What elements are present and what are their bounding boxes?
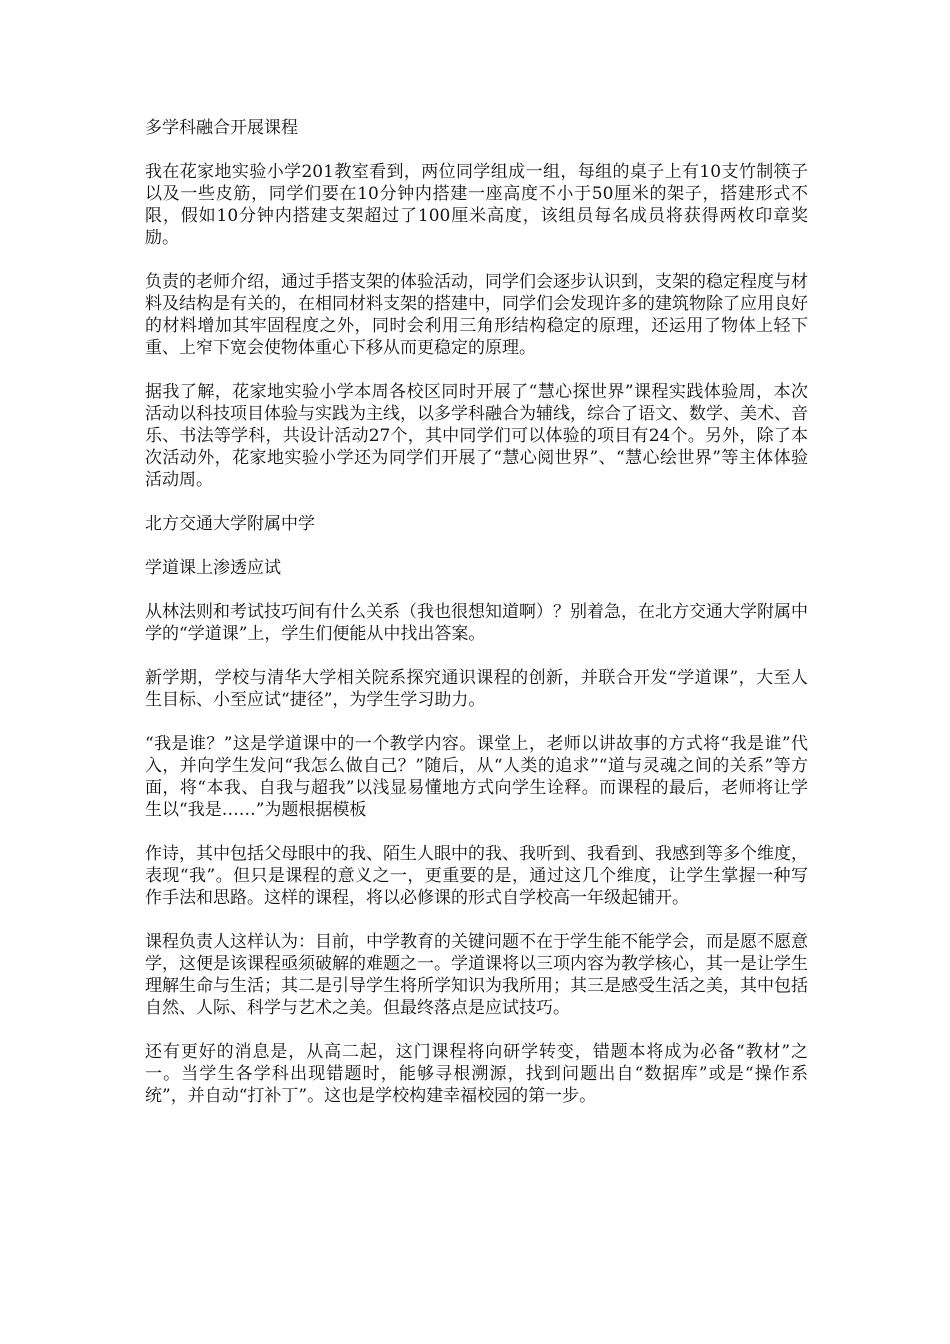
paragraph: 还有更好的消息是，从高二起，这门课程将向研学转变，错题本将成为必备“教材”之一。当学生各学科出现错题时，能够寻根溯源，找到问题出自“数据库”或是“操作系统”，并自动“打补丁”。这也是学校构建幸福校园的第一步。 [145, 1042, 808, 1106]
paragraph: 课程负责人这样认为：目前，中学教育的关键问题不在于学生能不能学会，而是愿不愿意学，这便是该课程亟须破解的难题之一。学道课将以三项内容为教学核心，其一是让学生理解生命与生活；其二是引导学生将所学知识为我所用；其三是感受生活之美，其中包括自然、人际、科学与艺术之美。但最终落点是应试技巧。 [145, 932, 808, 1018]
section-subtitle: 学道课上渗透应试 [145, 558, 281, 578]
paragraph: 我在花家地实验小学201教室看到，两位同学组成一组，每组的桌子上有10支竹制筷子以及一些皮筋，同学们要在10分钟内搭建一座高度不小于50厘米的架子，搭建形式不限，假如10分钟内搭建支架超过了100厘米高度，该组员每名成员将获得两枚印章奖励。 [145, 162, 808, 248]
section-title-multidiscipline: 多学科融合开展课程 [145, 118, 298, 138]
paragraph: 从林法则和考试技巧间有什么关系（我也很想知道啊）？别着急，在北方交通大学附属中学的“学道课”上，学生们便能从中找出答案。 [145, 602, 808, 644]
paragraph: 据我了解，花家地实验小学本周各校区同时开展了“慧心探世界”课程实践体验周，本次活动以科技项目体验与实践为主线，以多学科融合为辅线，综合了语文、数学、美术、音乐、书法等学科，共设计活动27个，其中同学们可以体验的项目有24个。另外，除了本次活动外，花家地实验小学还为同学们开展了“慧心阅世界”、“慧心绘世界”等主体体验活动周。 [145, 382, 808, 490]
section-title-school: 北方交通大学附属中学 [145, 514, 315, 534]
paragraph: 作诗，其中包括父母眼中的我、陌生人眼中的我、我听到、我看到、我感到等多个维度，表现“我”。但只是课程的意义之一，更重要的是，通过这几个维度，让学生掌握一种写作手法和思路。这样的课程，将以必修课的形式自学校高一年级起铺开。 [145, 844, 808, 908]
paragraph: “我是谁？”这是学道课中的一个教学内容。课堂上，老师以讲故事的方式将“我是谁”代入，并向学生发问“我怎么做自己？”随后，从“人类的追求”“道与灵魂之间的关系”等方面，将“本我、自我与超我”以浅显易懂地方式向学生诠释。而课程的最后，老师将让学生以“我是……”为题根据模板 [145, 734, 808, 820]
document-body [145, 117, 808, 1129]
paragraph: 新学期，学校与清华大学相关院系探究通识课程的创新，并联合开发“学道课”，大至人生目标、小至应试“捷径”，为学生学习助力。 [145, 668, 808, 710]
paragraph: 负责的老师介绍，通过手搭支架的体验活动，同学们会逐步认识到，支架的稳定程度与材料及结构是有关的，在相同材料支架的搭建中，同学们会发现许多的建筑物除了应用良好的材料增加其牢固程度之外，同时会利用三角形结构稳定的原理，还运用了物体上轻下重、上窄下宽会使物体重心下移从而更稳定的原理。 [145, 272, 808, 358]
